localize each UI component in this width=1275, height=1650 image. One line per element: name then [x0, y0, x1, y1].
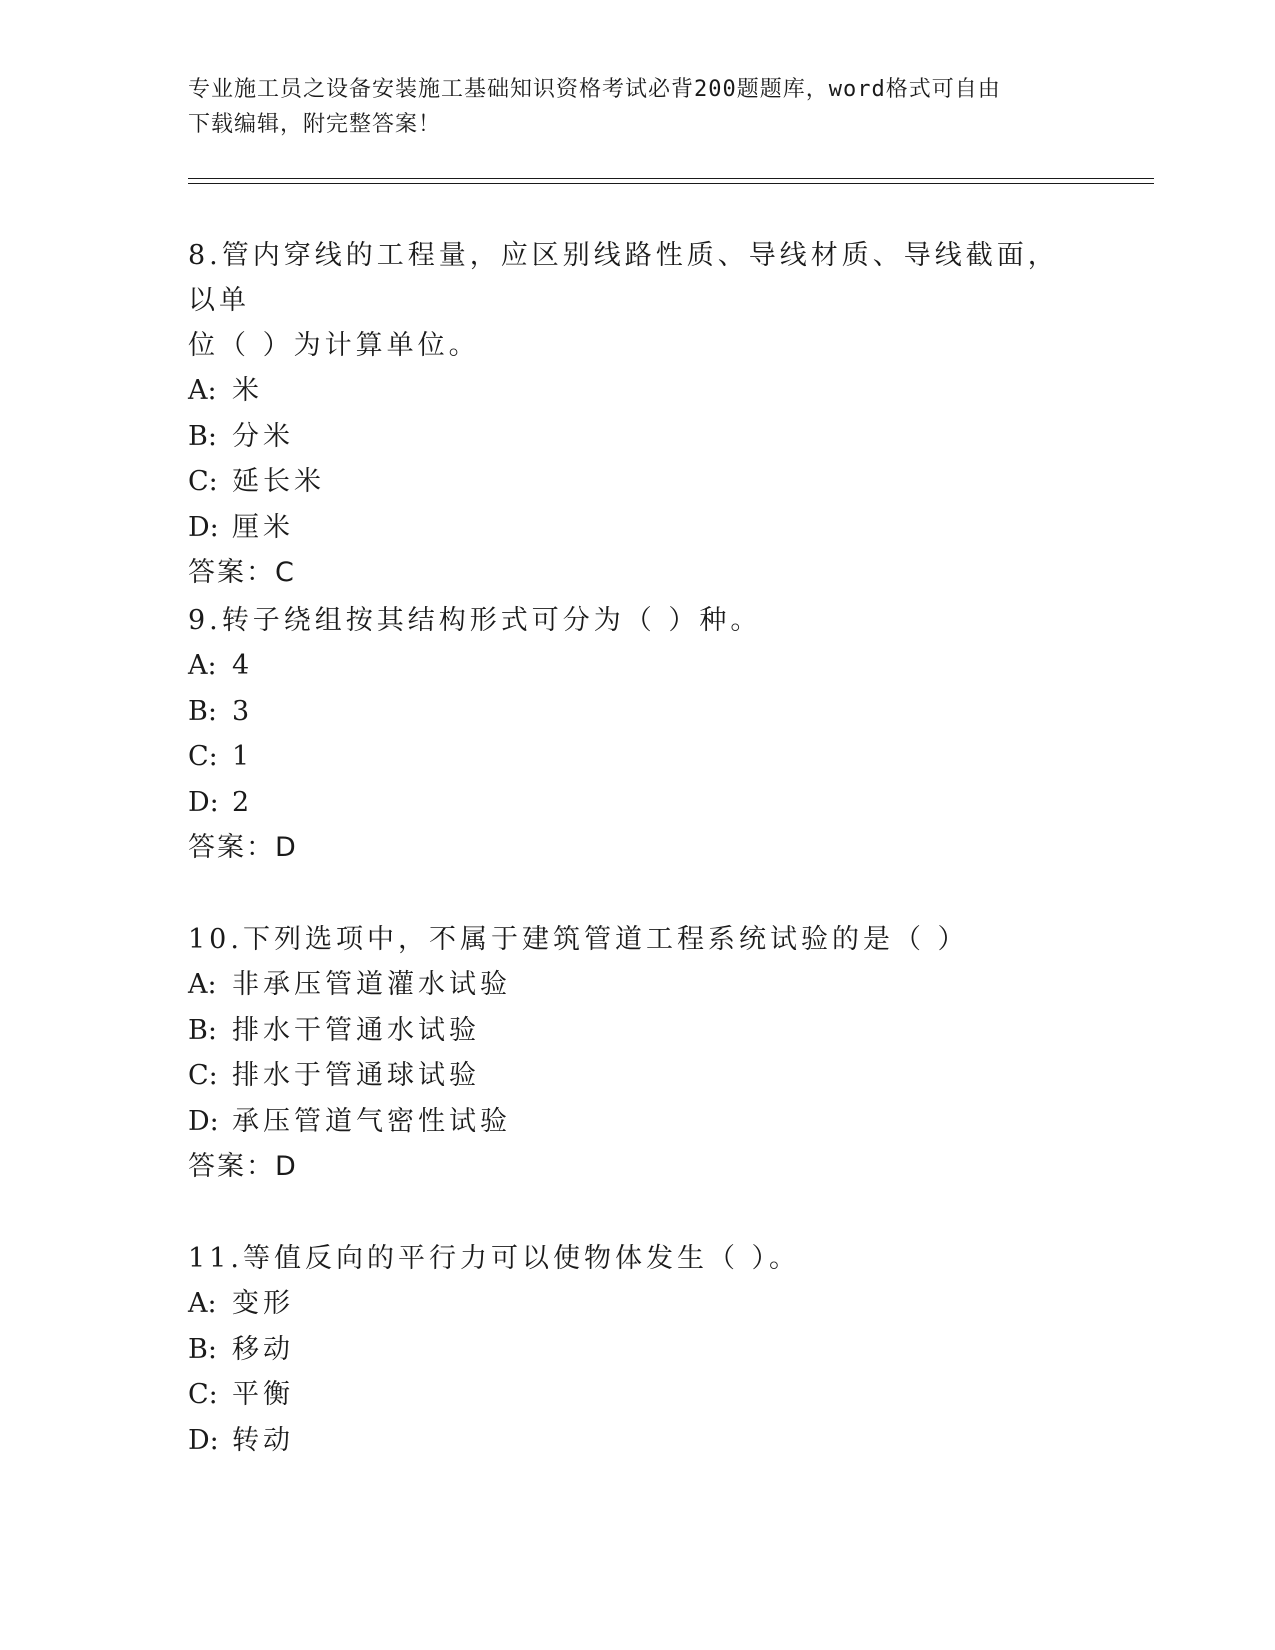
- option-text: 1: [232, 741, 254, 772]
- option-text: 排水于管通球试验: [232, 1060, 480, 1091]
- option-key: A:: [188, 969, 217, 1000]
- header-line-1: 专业施工员之设备安装施工基础知识资格考试必背200题题库，word格式可自由: [188, 77, 1001, 102]
- option-a: [188, 643, 1088, 689]
- answer-line: 答案：D: [188, 832, 298, 863]
- question-stem-continued: 位（ ）为计算单位。: [188, 330, 480, 361]
- option-text: 移动: [232, 1333, 294, 1365]
- option-c: [188, 1372, 1088, 1418]
- option-key: D:: [188, 786, 219, 818]
- option-text: 4: [232, 650, 254, 681]
- option-b: [188, 414, 1088, 460]
- option-key: D:: [188, 1105, 219, 1137]
- header-line-2: 下载编辑，附完整答案！: [188, 112, 442, 137]
- option-d: [188, 780, 1088, 826]
- answer-line: 答案：C: [188, 557, 296, 588]
- option-text: 转动: [232, 1424, 294, 1456]
- option-text: 承压管道气密性试验: [232, 1105, 511, 1137]
- option-d: [188, 1418, 1088, 1464]
- header-divider-bottom: [188, 183, 1154, 184]
- option-key: A:: [188, 1288, 217, 1319]
- option-text: 分米: [232, 420, 294, 452]
- option-a: [188, 962, 1088, 1008]
- option-a: [188, 1281, 1088, 1327]
- option-text: 米: [232, 375, 263, 406]
- option-key: A:: [188, 650, 217, 681]
- option-key: B:: [188, 1014, 217, 1046]
- option-text: 非承压管道灌水试验: [232, 969, 511, 1000]
- question-11: [188, 1236, 1088, 1463]
- option-text: 平衡: [232, 1379, 294, 1410]
- option-key: B:: [188, 695, 217, 727]
- option-key: D:: [188, 1424, 219, 1456]
- option-d: [188, 505, 1088, 551]
- option-c: [188, 734, 1088, 780]
- option-b: [188, 1327, 1088, 1373]
- header-divider-top: [188, 178, 1154, 179]
- question-10: [188, 917, 1088, 1189]
- option-key: D:: [188, 511, 219, 543]
- question-stem: 9.转子绕组按其结构形式可分为（ ）种。: [188, 605, 762, 636]
- option-key: B:: [188, 1333, 217, 1365]
- option-text: 2: [232, 786, 254, 818]
- question-stem: 8.管内穿线的工程量，应区别线路性质、导线材质、导线截面，以单: [188, 240, 1059, 316]
- option-b: [188, 689, 1088, 735]
- question-9: [188, 598, 1088, 870]
- option-key: C:: [188, 741, 218, 772]
- option-key: C:: [188, 1060, 218, 1091]
- question-stem: 11.等值反向的平行力可以使物体发生（ ）。: [188, 1243, 801, 1274]
- question-8: [188, 233, 1088, 595]
- option-text: 3: [232, 695, 254, 727]
- option-text: 变形: [232, 1288, 294, 1319]
- answer-line: 答案：D: [188, 1151, 298, 1182]
- option-b: [188, 1008, 1088, 1054]
- option-text: 延长米: [232, 466, 325, 497]
- document-header: [188, 72, 1068, 142]
- option-key: A:: [188, 375, 217, 406]
- option-d: [188, 1099, 1088, 1145]
- question-stem: 10.下列选项中，不属于建筑管道工程系统试验的是（ ）: [188, 924, 969, 955]
- option-text: 排水干管通水试验: [232, 1014, 480, 1046]
- option-c: [188, 1053, 1088, 1099]
- option-a: [188, 368, 1088, 414]
- option-c: [188, 459, 1088, 505]
- option-key: C:: [188, 466, 218, 497]
- option-key: C:: [188, 1379, 218, 1410]
- option-text: 厘米: [232, 511, 294, 543]
- option-key: B:: [188, 420, 217, 452]
